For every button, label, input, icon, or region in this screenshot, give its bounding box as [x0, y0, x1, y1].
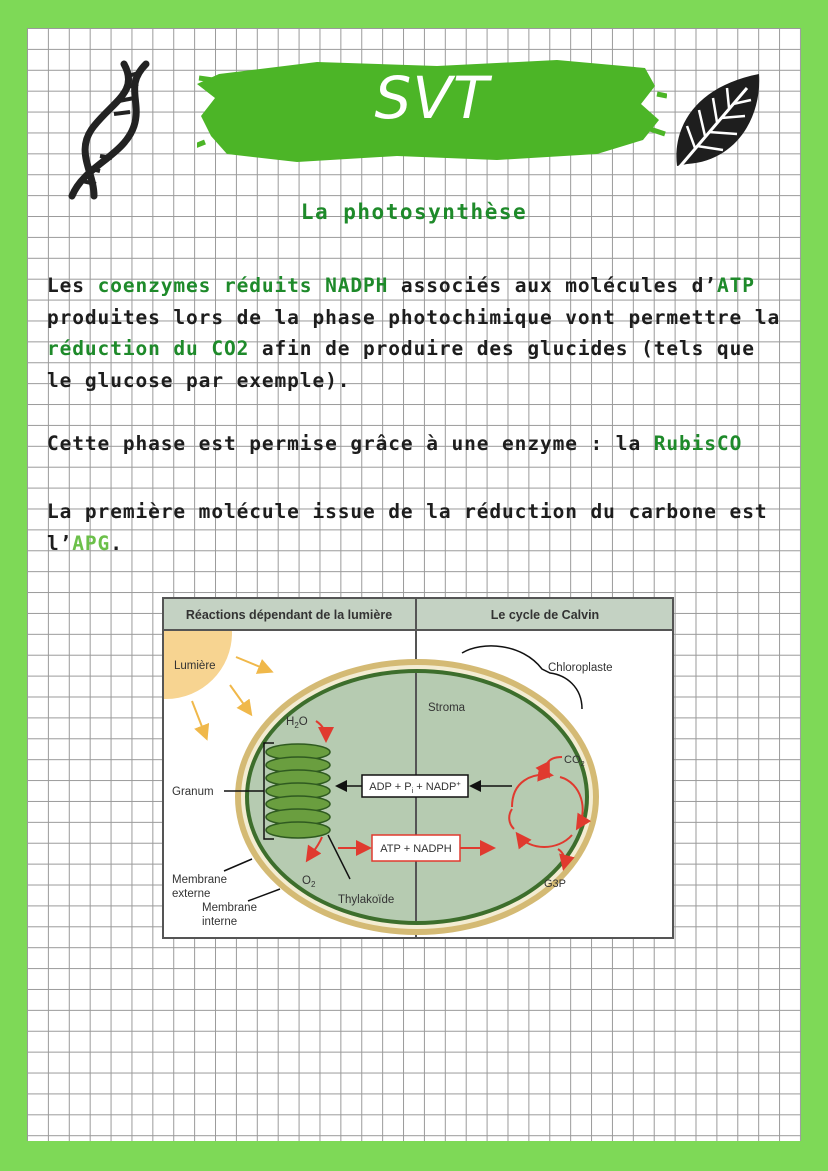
- label-chloroplaste: Chloroplaste: [548, 662, 613, 674]
- text: associés aux molécules d’: [388, 274, 717, 297]
- label-h2o: $H_2O$: [286, 716, 308, 730]
- text: afin de produire des glucides (tels que le glucose par exemple).: [47, 337, 755, 392]
- label-stroma: Stroma: [428, 702, 466, 714]
- page-title: SVT: [374, 64, 490, 132]
- paragraph-apg: [47, 496, 787, 559]
- label-g3p: G3P: [544, 878, 567, 890]
- label-membrane-interne-1: Membrane: [202, 902, 257, 914]
- page: [27, 28, 801, 1141]
- granum-stack: [266, 744, 330, 838]
- label-atp-nadph: ATP + NADPH: [380, 843, 452, 855]
- highlight-nadph: coenzymes réduits NADPH: [97, 274, 389, 297]
- label-thylakoide: Thylakoïde: [338, 894, 395, 906]
- label-o2: $O_2$: [302, 875, 316, 889]
- text: .: [110, 531, 123, 555]
- title-banner: [197, 56, 667, 170]
- label-co2: $CO_2$: [564, 754, 585, 768]
- paragraph-nadph: [47, 270, 787, 396]
- highlight-atp: ATP: [716, 274, 755, 297]
- text: produites lors de la phase photochimique vont permettre la: [47, 305, 781, 329]
- text: Les: [47, 274, 98, 297]
- header-calvin-cycle: Le cycle de Calvin: [490, 608, 600, 622]
- highlight-apg: APG: [72, 531, 111, 555]
- label-lumiere: Lumière: [174, 660, 216, 672]
- label-membrane-interne-2: interne: [202, 916, 238, 928]
- highlight-co2: réduction du CO2: [47, 337, 250, 360]
- text: La première molécule issue de la réduction du carbone est l’: [47, 500, 768, 555]
- header-light-reactions: Réactions dépendant de la lumière: [185, 608, 393, 622]
- leaf-icon: [667, 66, 767, 176]
- photosynthesis-diagram: [162, 597, 674, 939]
- label-membrane-externe-2: externe: [172, 888, 211, 900]
- text: Cette phase est permise grâce à une enzyme : la: [47, 432, 654, 455]
- paragraph-rubisco: [47, 428, 787, 460]
- section-title: La photosynthèse: [300, 200, 528, 224]
- highlight-rubisco: RubisCO: [653, 432, 743, 455]
- dna-icon: [64, 56, 154, 206]
- label-granum: Granum: [172, 786, 214, 798]
- label-membrane-externe-1: Membrane: [172, 874, 227, 886]
- label-adp: ADP + $P_i$ + NADP+: [369, 779, 461, 795]
